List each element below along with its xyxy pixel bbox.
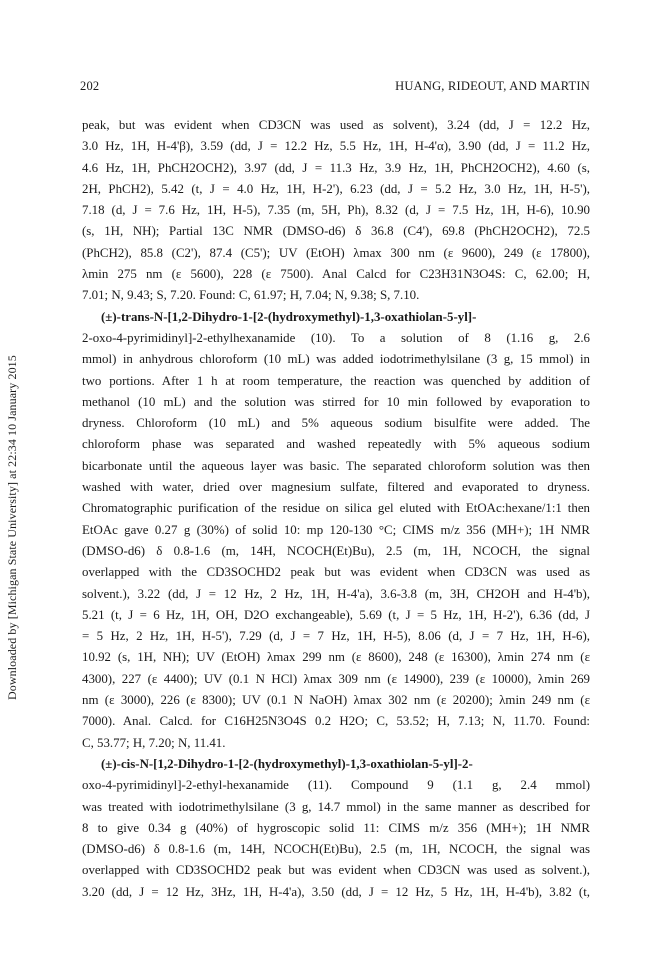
text-line: bicarbonate until the aqueous layer was basic. The separated chloroform solution was then [82,458,590,473]
text-line: overlapped with the CD3SOCHD2 peak but was evident when CD3CN was used as [82,565,590,580]
text-line: peak, but was evident when CD3CN was used as solvent), 3.24 (dd, J = 12.2 Hz, [82,118,590,132]
compound-heading-line: 2-oxo-4-pyrimidinyl]-2-ethylhexanamide (10). To a solution of 8 (1.16 g, 2.6 [82,330,590,345]
text-line: λmin 275 nm (ε 5600), 228 (ε 7500). Anal Calcd for C23H31N3O4S: C, 62.00; H, [82,267,590,282]
text-line: 7000). Anal. Calcd. for C16H25N3O4S 0.2 H2O; C, 53.52; H, 7.13; N, 11.70. Found: [82,714,590,729]
text-line: washed with water, dried over magnesium sulfate, filtered and evaporated to dryness. [82,480,590,495]
text-line: 8 to give 0.34 g (40%) of hygroscopic solid 11: CIMS m/z 356 (MH+); 1H NMR [82,820,590,835]
text-line: nm (ε 3000), 226 (ε 8300); UV (0.1 N NaOH) λmax 302 nm (ε 20200); λmin 249 nm (ε [82,693,590,708]
text-line: Chromatographic purification of the residue on silica gel eluted with EtOAc:hexane/1:1 then [82,501,590,516]
text-line: 10.92 (s, 1H, NH); UV (EtOH) λmax 299 nm (ε 8600), 248 (ε 16300), λmin 274 nm (ε [82,650,590,665]
text-line: 4300), 227 (ε 4400); UV (0.1 N HCl) λmax 309 nm (ε 14900), 239 (ε 10000), λmin 269 [82,671,590,686]
text-line: dryness. Chloroform (10 mL) and 5% aqueous sodium bisulfite were added. The [82,416,590,431]
text-line: overlapped with CD3SOCHD2 peak but was evident when CD3CN was used as solvent.), [82,863,590,878]
text-line: EtOAc gave 0.27 g (30%) of solid 10: mp 120-130 °C; CIMS m/z 356 (MH+); 1H NMR [82,522,590,537]
compound-heading-line: (±)-cis-N-[1,2-Dihydro-1-[2-(hydroxymethyl)-1,3-oxathiolan-5-yl]-2- [101,756,473,771]
text-line: 4.6 Hz, 1H, PhCH2OCH2), 3.97 (dd, J = 11.3 Hz, 3.9 Hz, 1H, PhCH2OCH2), 4.60 (s, [82,160,590,175]
text-line: 5.21 (t, J = 6 Hz, 1H, OH, D2O exchangeable), 5.69 (t, J = 5 Hz, 1H, H-2'), 6.36 (dd, J [82,607,590,622]
text-line: (PhCH2), 85.8 (C2'), 87.4 (C5'); UV (EtOH) λmax 300 nm (ε 9600), 249 (ε 17800), [82,245,590,260]
page-number: 202 [80,79,100,93]
running-head-authors: HUANG, RIDEOUT, AND MARTIN [395,79,590,93]
text-line: 7.18 (d, J = 7.6 Hz, 1H, H-5), 7.35 (m, 5H, Ph), 8.32 (d, J = 7.5 Hz, 1H, H-6), 10.90 [82,203,590,218]
text-line: methanol (10 mL) and the solution was stirred for 10 min followed by evaporation to [82,394,590,409]
text-line: (DMSO-d6) δ 0.8-1.6 (m, 14H, NCOCH(Et)Bu), 2.5 (m, 1H, NCOCH, the signal [82,543,590,558]
text-line: (DMSO-d6) δ 0.8-1.6 (m, 14H, NCOCH(Et)Bu), 2.5 (m, 1H, NCOCH, the signal was [82,842,590,857]
running-head [80,79,590,95]
text-line: C, 53.77; H, 7.20; N, 11.41. [82,735,226,750]
text-line: was treated with iodotrimethylsilane (3 g, 14.7 mmol) in the same manner as described for [82,799,590,814]
text-line: two portions. After 1 h at room temperature, the reaction was quenched by addition of [82,373,590,388]
text-line: 2H, PhCH2), 5.42 (t, J = 4.0 Hz, 1H, H-2'), 6.23 (dd, J = 5.2 Hz, 3.0 Hz, 1H, H-5'), [82,181,590,196]
text-line: 7.01; N, 9.43; S, 7.20. Found: C, 61.97; H, 7.04; N, 9.38; S, 7.10. [82,288,420,303]
text-line: 3.20 (dd, J = 12 Hz, 3Hz, 1H, H-4'a), 3.50 (dd, J = 12 Hz, 5 Hz, 1H, H-4'b), 3.82 (t, [82,884,590,899]
article-body [82,115,590,903]
text-line: mmol) in anhydrous chloroform (10 mL) was added iodotrimethylsilane (3 g, 15 mmol) in [82,352,590,367]
text-line: solvent.), 3.22 (dd, J = 12 Hz, 2 Hz, 1H, H-4'a), 3.6-3.8 (m, 3H, CH2OH and H-4'b), [82,586,590,601]
text-line: 3.0 Hz, 1H, H-4'β), 3.59 (dd, J = 12.2 Hz, 5.5 Hz, 1H, H-4'α), 3.90 (dd, J = 11.2 Hz, [82,139,590,154]
text-line: chloroform phase was separated and washed repeatedly with 5% aqueous sodium [82,437,590,452]
text-line: = 5 Hz, 2 Hz, 1H, H-5'), 7.29 (d, J = 7 Hz, 1H, H-5), 8.06 (d, J = 7 Hz, 1H, H-6), [82,629,590,644]
compound-heading-line: oxo-4-pyrimidinyl]-2-ethyl-hexanamide (11). Compound 9 (1.1 g, 2.4 mmol) [82,778,590,793]
text-line: (s, 1H, NH); Partial 13C NMR (DMSO-d6) δ 36.8 (C4'), 69.8 (PhCH2OCH2), 72.5 [82,224,590,239]
compound-heading-line: (±)-trans-N-[1,2-Dihydro-1-[2-(hydroxymethyl)-1,3-oxathiolan-5-yl]- [101,309,477,324]
